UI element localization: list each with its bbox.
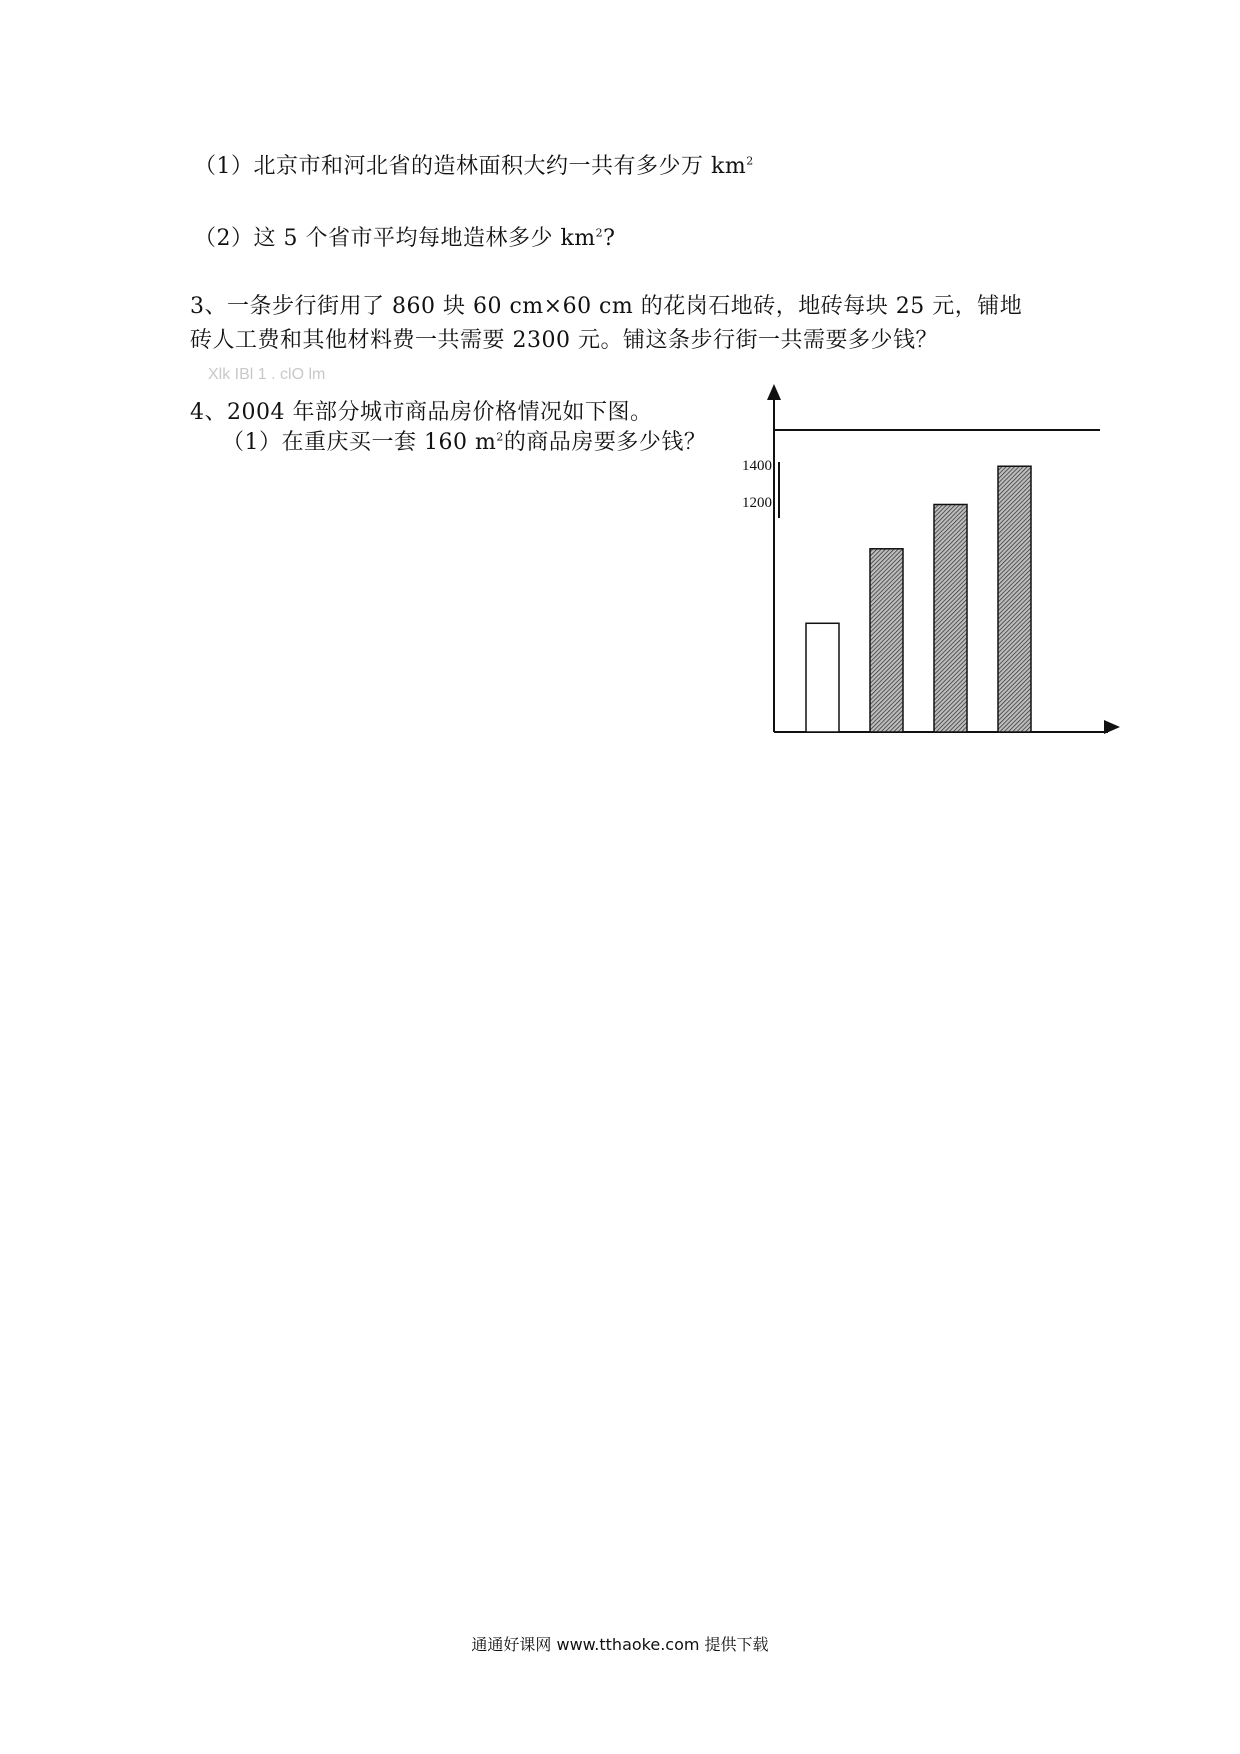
question-4-sub1-before: （1）在重庆买一套 160 m bbox=[222, 430, 497, 455]
footer-text: 通通好课网 www.tthaoke.com 提供下载 bbox=[471, 1635, 769, 1654]
bars-group bbox=[806, 466, 1031, 732]
bar-3 bbox=[934, 504, 967, 732]
bar-2 bbox=[870, 549, 903, 732]
question-4-sub1-sup: 2 bbox=[496, 430, 504, 444]
bar-1 bbox=[806, 623, 839, 732]
question-2-2-text: （2）这 5 个省市平均每地造林多少 km bbox=[194, 226, 596, 251]
bar-4 bbox=[998, 466, 1031, 732]
watermark-text: Xlk IBl 1 . clO lm bbox=[208, 366, 326, 383]
y-axis-arrow bbox=[767, 384, 781, 400]
question-2-1-text: （1）北京市和河北省的造林面积大约一共有多少万 km bbox=[194, 154, 747, 179]
price-bar-chart bbox=[700, 382, 1130, 742]
question-2-2-after: ? bbox=[603, 226, 616, 251]
question-2-2 bbox=[194, 224, 615, 254]
question-2-2-sup: 2 bbox=[595, 226, 604, 240]
x-axis-arrow bbox=[1104, 720, 1120, 734]
question-2-1-sup: 2 bbox=[746, 154, 754, 168]
question-2-1 bbox=[194, 152, 754, 182]
question-3-line1: 3、一条步行街用了 860 块 60 cm×60 cm 的花岗石地砖，地砖每块 25 元，铺地 bbox=[190, 294, 1023, 319]
y-tick-label-1400: 1400 bbox=[742, 458, 772, 474]
question-4-sub1 bbox=[222, 428, 706, 458]
y-tick-label-1200: 1200 bbox=[742, 495, 772, 511]
question-4-sub1-after: 的商品房要多少钱？ bbox=[503, 430, 707, 455]
question-3-line2: 砖人工费和其他材料费一共需要 2300 元。铺这条步行街一共需要多少钱？ bbox=[190, 328, 938, 353]
question-4-intro: 4、2004 年部分城市商品房价格情况如下图。 bbox=[190, 400, 653, 425]
